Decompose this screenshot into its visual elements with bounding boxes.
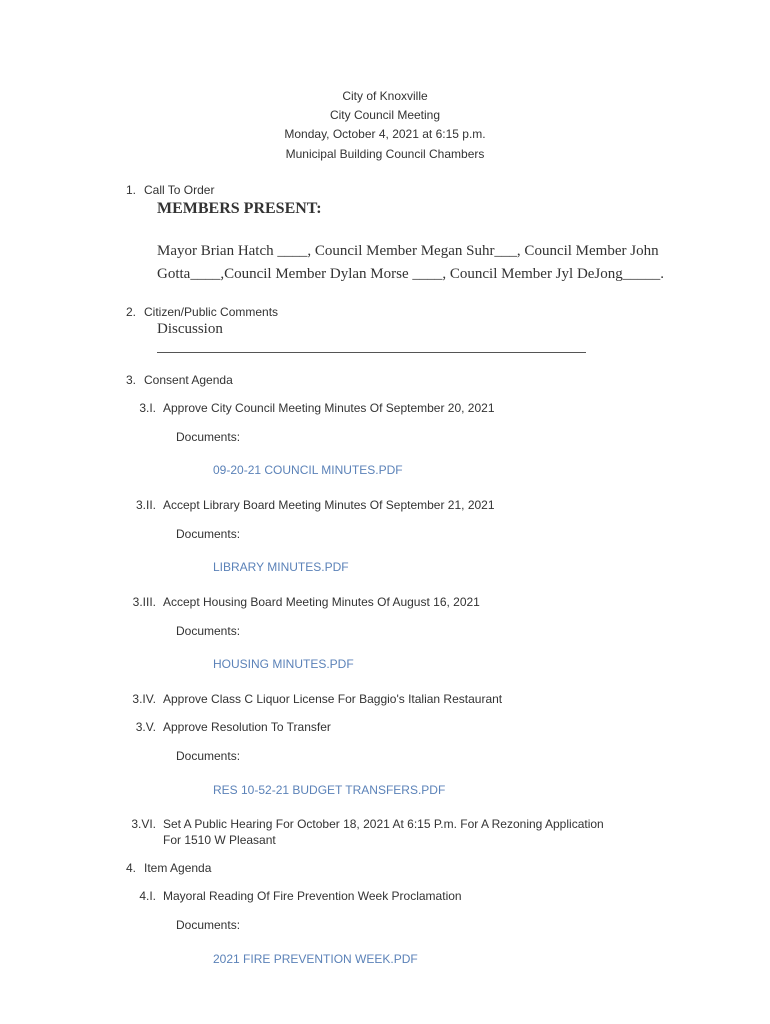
item-title-consent-agenda: Consent Agenda	[144, 373, 233, 387]
item-title-council-minutes: Approve City Council Meeting Minutes Of September 20, 2021	[163, 401, 495, 415]
members-present-heading: MEMBERS PRESENT:	[157, 200, 322, 217]
item-number: 1.	[125, 183, 136, 197]
discussion-label: Discussion	[157, 321, 223, 337]
item-title-housing-minutes: Accept Housing Board Meeting Minutes Of August 16, 2021	[163, 595, 480, 609]
housing-minutes-pdf-link[interactable]: HOUSING MINUTES.PDF	[213, 657, 354, 671]
item-title-resolution-transfer: Approve Resolution To Transfer	[163, 720, 331, 734]
item-number: 3.V.	[135, 720, 156, 734]
discussion-rule	[157, 352, 586, 353]
header-datetime: Monday, October 4, 2021 at 6:15 p.m.	[284, 127, 486, 141]
item-number: 3.II.	[135, 498, 156, 512]
item-number: 3.IV.	[132, 692, 156, 706]
documents-label: Documents:	[176, 527, 241, 541]
item-title-public-hearing: Set A Public Hearing For October 18, 2021 At 6:15 P.m. For A Rezoning Application	[163, 817, 604, 831]
documents-label: Documents:	[176, 749, 241, 763]
item-number: 4.I.	[139, 889, 156, 903]
header-city: City of Knoxville	[342, 89, 428, 103]
item-number: 3.	[125, 373, 136, 387]
item-number: 3.I.	[139, 401, 156, 415]
item-title-fire-prevention: Mayoral Reading Of Fire Prevention Week Proclamation	[163, 889, 462, 903]
members-line-1: Mayor Brian Hatch ____, Council Member Megan Suhr___, Council Member John	[157, 243, 659, 259]
item-title-liquor-license: Approve Class C Liquor License For Baggio's Italian Restaurant	[163, 692, 503, 706]
library-minutes-pdf-link[interactable]: LIBRARY MINUTES.PDF	[213, 560, 349, 574]
header-meeting: City Council Meeting	[329, 108, 441, 122]
council-minutes-pdf-link[interactable]: 09-20-21 COUNCIL MINUTES.PDF	[213, 463, 403, 477]
item-number: 3.III.	[132, 595, 156, 609]
item-title-public-comments: Citizen/Public Comments	[144, 305, 279, 319]
item-number: 4.	[125, 861, 136, 875]
item-number: 3.VI.	[131, 817, 156, 831]
header-location: Municipal Building Council Chambers	[285, 147, 485, 161]
budget-transfers-pdf-link[interactable]: RES 10-52-21 BUDGET TRANSFERS.PDF	[213, 783, 446, 797]
item-number: 2.	[125, 305, 136, 319]
fire-prevention-pdf-link[interactable]: 2021 FIRE PREVENTION WEEK.PDF	[213, 952, 418, 966]
item-title-public-hearing-cont: For 1510 W Pleasant	[163, 833, 276, 847]
item-title-library-minutes: Accept Library Board Meeting Minutes Of September 21, 2021	[163, 498, 495, 512]
documents-label: Documents:	[176, 918, 241, 932]
documents-label: Documents:	[176, 430, 241, 444]
documents-label: Documents:	[176, 624, 241, 638]
item-title-item-agenda: Item Agenda	[144, 861, 212, 875]
item-title-call-to-order: Call To Order	[144, 183, 215, 197]
members-line-2: Gotta____,Council Member Dylan Morse ____, Council Member Jyl DeJong_____.	[157, 266, 665, 282]
